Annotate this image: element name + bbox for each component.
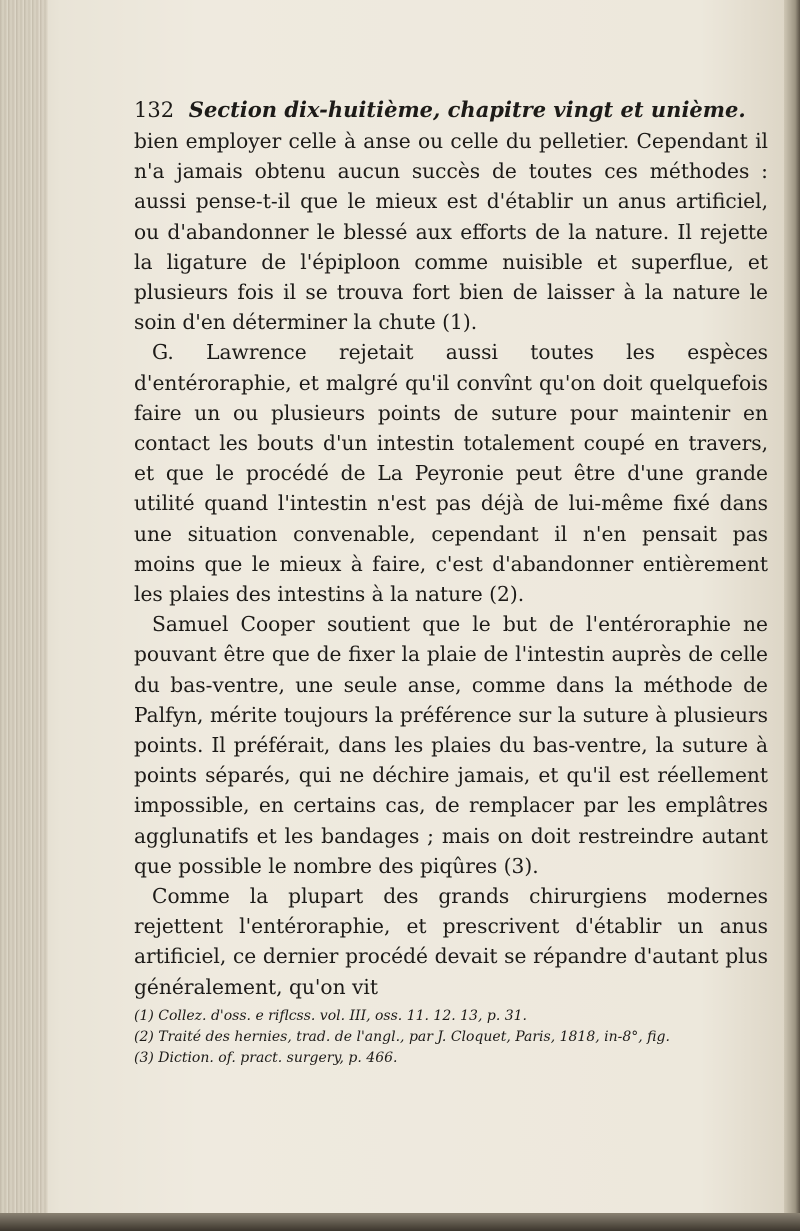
page-number: 132: [134, 98, 175, 122]
paragraph: Comme la plupart des grands chirurgiens modernes rejettent l'entéroraphie, et prescrivent d'établir un anus artificiel, ce dernier procédé devait se répandre d'autant plus généralement, qu'on vit: [134, 884, 768, 999]
page-edge-shadow: [784, 0, 800, 1231]
paragraph: Samuel Cooper soutient que le but de l'entéroraphie ne pouvant être que de fixer la plaie de l'intestin auprès de celle du bas-ventre, une seule anse, comme dans la méthode de Palfyn, mérite toujours la préférence sur la suture à plusieurs points. Il préférait, dans les plaies du bas-ventre, la suture à points séparés, qui ne déchire jamais, et qu'il est réellement impossible, en certains cas, de remplacer par les emplâtres agglunatifs et les bandages ; mais on doit restreindre autant que possible le nombre des piqûres (3).: [134, 612, 768, 878]
footnote: (3) Diction. of. pract. surgery, p. 466.: [134, 1050, 398, 1066]
footnote: (1) Collez. d'oss. e riflcss. vol. III, oss. 11. 12. 13, p. 31.: [134, 1008, 527, 1024]
body-text: [134, 126, 768, 1002]
page-header: [134, 96, 774, 124]
paragraph: G. Lawrence rejetait aussi toutes les espèces d'entéroraphie, et malgré qu'il convînt qu'on doit quelquefois faire un ou plusieurs points de suture pour maintenir en contact les bouts d'un intestin totalement coupé en travers, et que le procédé de La Peyronie peut être d'une grande utilité quand l'intestin n'est pas déjà de lui-même fixé dans une situation convenable, cependant il n'en pensait pas moins que le mieux à faire, c'est d'abandonner entièrement les plaies des intestins à la nature (2).: [134, 340, 768, 607]
page-gutter-shadow: [0, 0, 48, 1231]
paragraph: bien employer celle à anse ou celle du pelletier. Cependant il n'a jamais obtenu aucun succès de toutes ces méthodes : aussi pense-t-il que le mieux est d'établir un anus artificiel, ou d'abandonner le blessé aux efforts de la nature. Il rejette la ligature de l'épiploon comme nuisible et superflue, et plusieurs fois il se trouva fort bien de laisser à la nature le soin d'en déterminer la chute (1).: [134, 129, 768, 335]
footnotes: [134, 1006, 774, 1069]
footnote: (2) Traité des hernies, trad. de l'angl., par J. Cloquet, Paris, 1818, in-8°, fig.: [134, 1029, 670, 1045]
page-bottom-edge: [0, 1213, 800, 1231]
running-head: Section dix-huitième, chapitre vingt et unième.: [188, 97, 746, 122]
